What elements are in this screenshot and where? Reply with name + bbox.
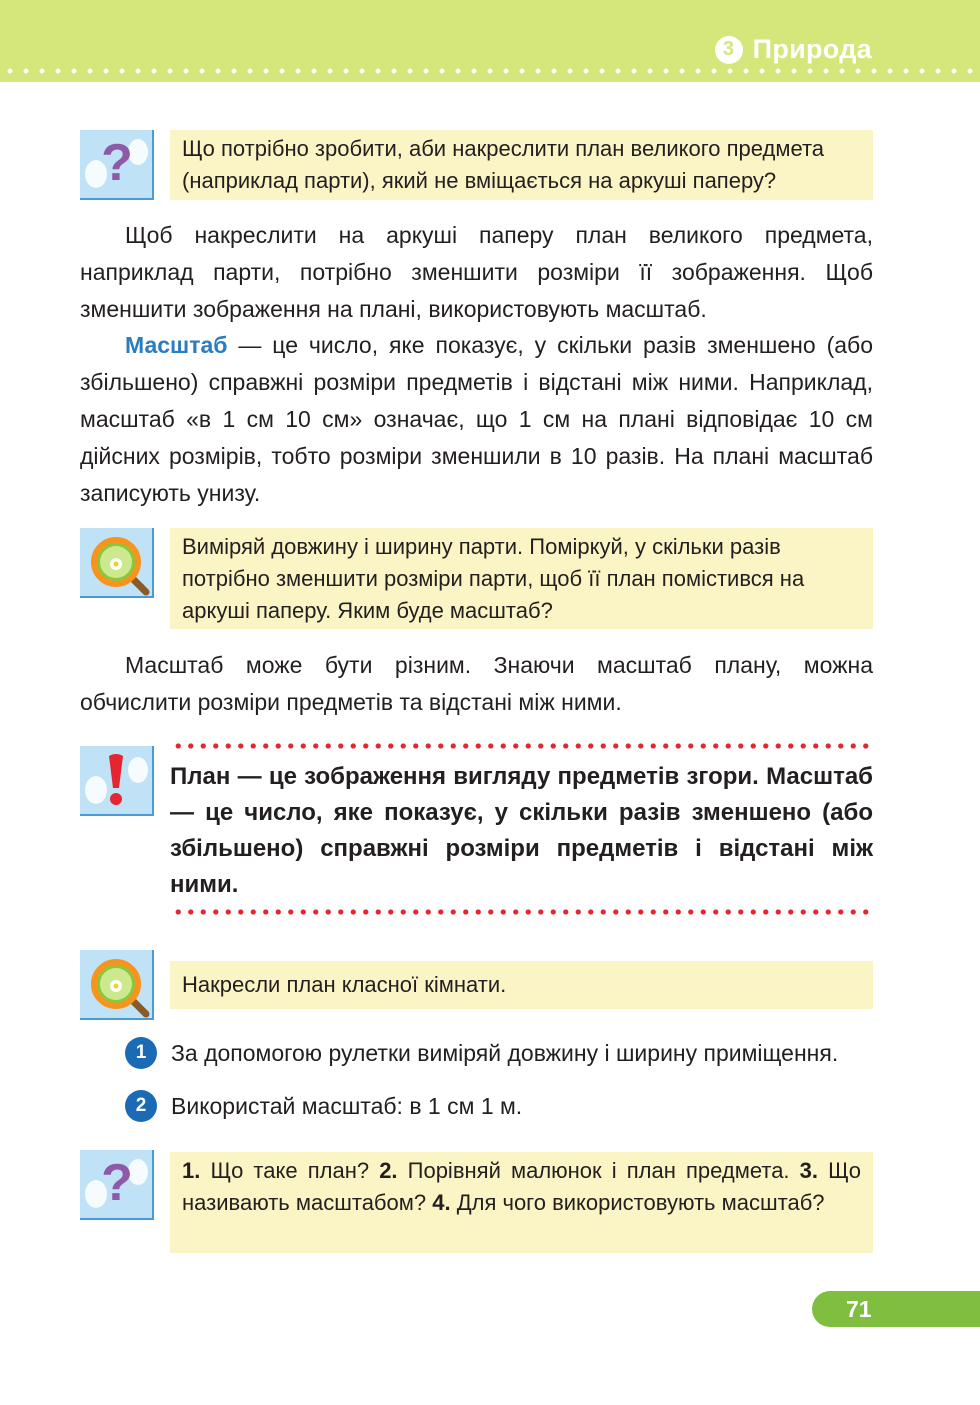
svg-text:?: ? — [101, 1154, 133, 1212]
paragraph-scale-intro-text: Щоб накреслити на аркуші паперу план великого предмета, наприклад парти, потрібно зменшити розміри її зображення. Щоб зменшити зображення на плані, використовують масштаб. — [80, 222, 873, 322]
review-questions-note — [170, 1152, 873, 1253]
step-number-badge: 2 — [125, 1090, 157, 1122]
q3-number: 3. — [799, 1158, 819, 1183]
paragraph-scale-intro — [80, 217, 873, 328]
step-item — [125, 1090, 522, 1122]
chapter-number-badge: 3 — [715, 36, 743, 64]
q1-number: 1. — [182, 1158, 201, 1183]
step-text: За допомогою рулетки виміряй довжину і ширину приміщення. — [171, 1039, 839, 1066]
q4-text: Для чого використовують масштаб? — [450, 1190, 825, 1215]
page-number: 71 — [812, 1291, 980, 1327]
exclamation-icon — [80, 746, 154, 816]
q3-text: Що називають масштабом? — [182, 1158, 861, 1215]
chapter-label — [715, 34, 872, 65]
task-note-desk: Виміряй довжину і ширину парти. Поміркуй, у скільки разів потрібно зменшити розміри парти, щоб її план помістився на аркуші паперу. Яким буде масштаб? — [170, 528, 873, 629]
q2-number: 2. — [379, 1158, 398, 1183]
q2-text: Порівняй малюнок і план предмета. — [397, 1158, 800, 1183]
chapter-title: Природа — [752, 34, 872, 64]
term-scale: Масштаб — [125, 332, 228, 358]
magnifier-icon — [80, 528, 154, 598]
paragraph-scale-varies-text: Масштаб може бути різним. Знаючи масштаб плану, можна обчислити розміри предметів та відстані між ними. — [80, 652, 873, 715]
q1-text: Що таке план? — [200, 1158, 380, 1183]
question-icon — [80, 1150, 154, 1220]
q4-number: 4. — [432, 1190, 451, 1215]
paragraph-scale-varies — [80, 647, 873, 721]
question-icon — [80, 130, 154, 200]
step-text: Використай масштаб: в 1 см 1 м. — [171, 1092, 523, 1119]
magnifier-icon — [80, 950, 154, 1020]
header-dots-divider — [0, 66, 980, 76]
paragraph-scale-definition — [80, 327, 873, 512]
step-item — [125, 1037, 838, 1069]
definition-text: План — це зображення вигляду предметів згори. Масштаб — це число, яке показує, у скільки разів зменшено (або збільшено) справжні розміри предметів і відстані між ними. — [170, 763, 873, 898]
svg-text:?: ? — [101, 134, 133, 192]
definition-top-dots — [172, 742, 874, 750]
paragraph-scale-definition-text: — це число, яке показує, у скільки разів зменшено (або збільшено) справжні розміри предметів і відстані між ними. Наприклад, масштаб «в 1 см 10 см» означає, що 1 см на плані відповідає 10 см дійсних розмірів, тобто розміри зменшили в 10 разів. На плані масштаб записують унизу. — [80, 332, 873, 506]
task-note-classroom: Накресли план класної кімнати. — [170, 961, 873, 1009]
definition-bottom-dots — [172, 908, 874, 916]
question-note: Що потрібно зробити, аби накреслити план великого предмета (наприклад парти), який не вміщається на аркуші паперу? — [170, 130, 873, 200]
step-number-badge: 1 — [125, 1037, 157, 1069]
chapter-header — [0, 0, 980, 82]
